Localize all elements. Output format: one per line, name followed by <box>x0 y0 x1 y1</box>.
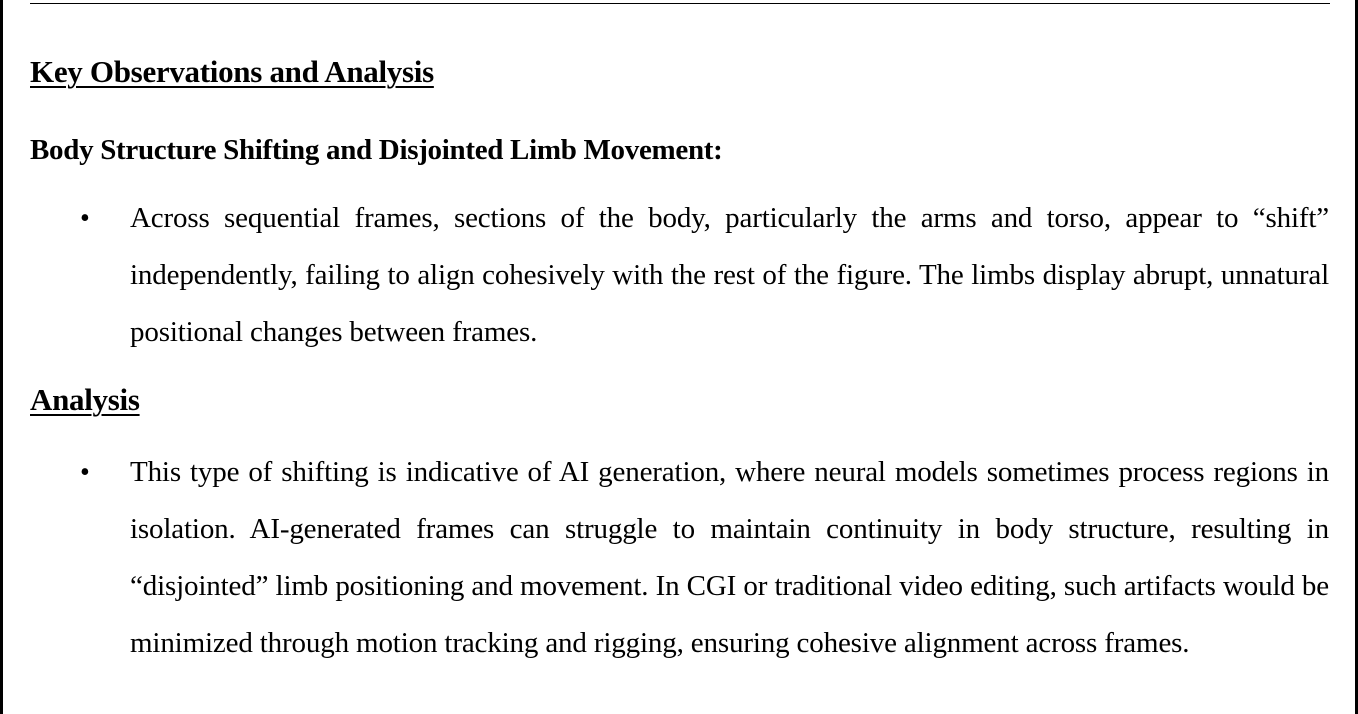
bullet-text-analysis: This type of shifting is indicative of AI generation, where neural models sometimes process regions in isolation. AI-generated frames can struggle to maintain continuity in body structure, resulting in “disjointed” limb positioning and movement. In CGI or traditional video editing, such artifacts would be minimized through motion tracking and rigging, ensuring cohesive alignment across frames. <box>130 456 1329 659</box>
section-heading-analysis: Analysis <box>30 382 140 417</box>
section-heading-key-observations: Key Observations and Analysis <box>30 54 434 89</box>
subheading-body-structure-shifting: Body Structure Shifting and Disjointed Limb Movement: <box>30 134 723 166</box>
bullet-text-observation: Across sequential frames, sections of the body, particularly the arms and torso, appear to “shift” independently, failing to align cohesively with the rest of the figure. The limbs display abrupt, unnatural positional changes between frames. <box>130 202 1329 348</box>
bullet-icon: • <box>80 203 90 234</box>
bullet-icon: • <box>80 457 90 488</box>
top-horizontal-rule <box>30 3 1330 4</box>
